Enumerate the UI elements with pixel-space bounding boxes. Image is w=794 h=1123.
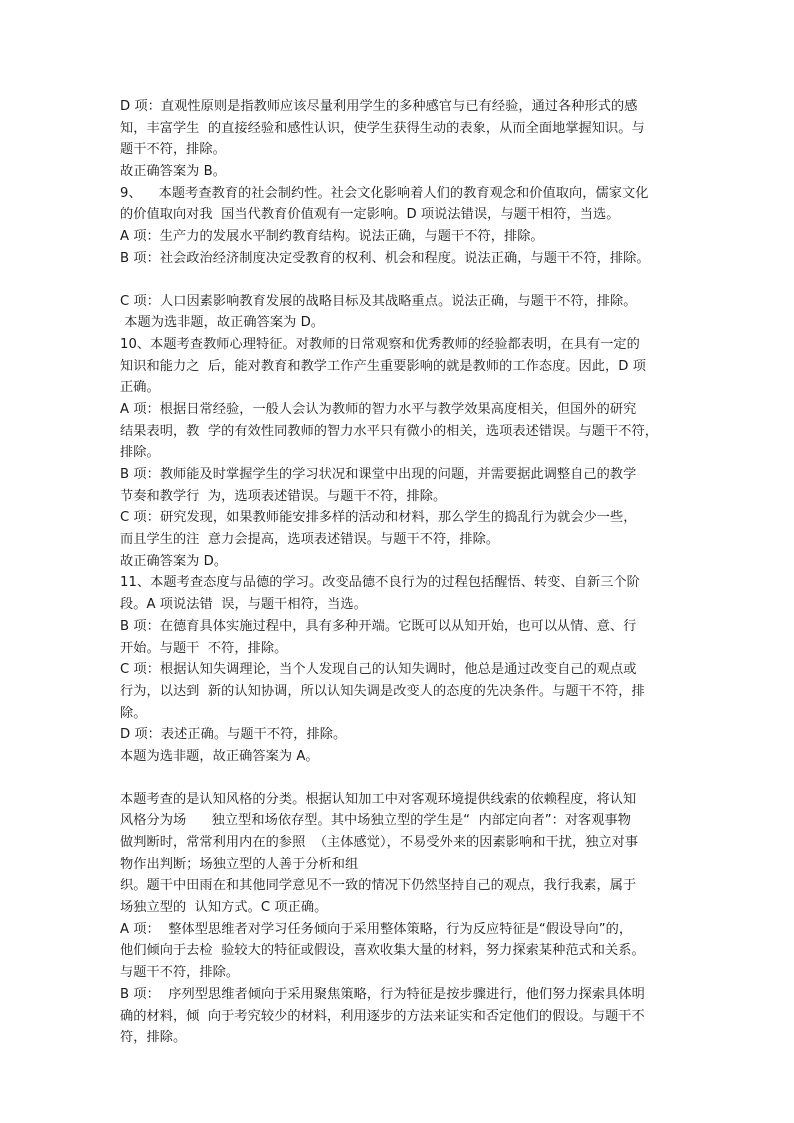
paragraph-q9-a xyxy=(120,226,685,248)
text-line: 段。A 项说法错 误，与题干相符，当选。 xyxy=(120,597,367,613)
paragraph-q12-a xyxy=(120,919,685,984)
paragraph-q10-a xyxy=(120,399,685,464)
text-line: 与题干不符，排除。 xyxy=(120,965,240,981)
text-line: 故正确答案为 B。 xyxy=(120,164,227,180)
paragraph-gap xyxy=(120,768,685,789)
text-line: B 项：在德育具体实施过程中，具有多种开端。它既可以从知开始，也可以从情、意、行 xyxy=(120,618,637,634)
text-line: 结果表明，教 学的有效性同教师的智力水平只有微小的相关，选项表述错误。与题干不符， xyxy=(120,423,658,439)
text-line: A 项：生产力的发展水平制约教育结构。说法正确，与题干不符，排除。 xyxy=(120,229,544,245)
text-line: A 项：根据日常经验，一般人会认为教师的智力水平与教学效果高度相关，但国外的研究 xyxy=(120,401,637,417)
text-line: 故正确答案为 D。 xyxy=(120,553,228,569)
paragraph-answer-8 xyxy=(120,161,685,183)
document-page xyxy=(120,96,685,1049)
text-line: 节奏和教学行 为，选项表述错误。与题干不符，排除。 xyxy=(120,488,447,504)
text-line: 本题考查的是认知风格的分类。根据认知加工中对客观环境提供线索的依赖程度，将认知 xyxy=(120,791,637,807)
text-line: 他们倾向于去检 验较大的特征或假设，喜欢收集大量的材料，努力探索某种范式和关系。 xyxy=(120,943,645,959)
text-line: 9、 本题考查教育的社会制约性。社会文化影响着人们的教育观念和价值取向，儒家文化 xyxy=(120,185,649,201)
paragraph-q10-intro xyxy=(120,334,685,399)
paragraph-q11-intro xyxy=(120,572,685,615)
text-line: B 项：社会政治经济制度决定受教育的权利、机会和程度。说法正确，与题干不符，排除。 xyxy=(120,250,650,266)
text-line: B 项： 序列型思维者倾向于采用聚焦策略，行为特征是按步骤进行，他们努力探索具体明 xyxy=(120,986,645,1002)
paragraph-answer-9 xyxy=(120,312,685,334)
paragraph-q12-b xyxy=(120,984,685,1049)
paragraph-gap xyxy=(120,270,685,291)
text-line: 物作出判断；场独立型的人善于分析和组 xyxy=(120,856,359,872)
text-line: 织。题干中田雨在和其他同学意见不一致的情况下仍然坚持自己的观点，我行我素，属于 xyxy=(120,878,637,894)
paragraph-q12-intro xyxy=(120,789,685,919)
paragraph-answer-10 xyxy=(120,551,685,573)
text-line: 的价值取向对我 国当代教育价值观有一定影响。D 项说法错误，与题干相符，当选。 xyxy=(120,207,620,223)
text-line: 开始。与题干 不符，排除。 xyxy=(120,640,288,656)
text-line: B 项：教师能及时掌握学生的学习状况和课堂中出现的问题，并需要据此调整自己的教学 xyxy=(120,467,637,482)
paragraph-q9-c xyxy=(120,291,685,313)
paragraph-q11-c xyxy=(120,659,685,724)
paragraph-q9-b xyxy=(120,248,685,270)
paragraph-q11-b xyxy=(120,616,685,659)
text-line: 知识和能力之 后，能对教育和教学工作产生重要影响的就是教师的工作态度。因此，D 项 xyxy=(120,358,646,374)
text-line: 行为，以达到 新的认知协调，所以认知失调是改变人的态度的先决条件。与题干不符，排 xyxy=(120,683,645,699)
paragraph-d-option-a xyxy=(120,96,685,161)
paragraph-q10-c xyxy=(120,507,685,550)
text-line: 10、本题考查教师心理特征。对教师的日常观察和优秀教师的经验都表明，在具有一定的 xyxy=(120,336,640,352)
text-line: D 项：表述正确。与题干不符，排除。 xyxy=(120,727,347,743)
text-line: A 项： 整体型思维者对学习任务倾向于采用整体策略，行为反应特征是“假设导向”的， xyxy=(120,921,633,937)
text-line: 符，排除。 xyxy=(120,1030,187,1046)
text-line: 确的材料，倾 向于考究较少的材料，利用逐步的方法来证实和否定他们的假设。与题干不 xyxy=(120,1008,645,1024)
text-line: 知，丰富学生 的直接经验和感性认识，使学生获得生动的表象，从而全面地掌握知识。与 xyxy=(120,120,645,136)
text-line: C 项：研究发现，如果教师能安排多样的活动和材料，那么学生的捣乱行为就会少一些， xyxy=(120,510,637,526)
text-line: 正确。 xyxy=(120,380,160,396)
paragraph-q10-b xyxy=(120,464,685,507)
text-line: 题干不符，排除。 xyxy=(120,142,226,158)
text-line: C 项：根据认知失调理论，当个人发现自己的认知失调时，他总是通过改变自己的观点或 xyxy=(120,662,637,678)
text-line: 排除。 xyxy=(120,445,160,461)
text-line: 做判断时，常常利用内在的参照 （主体感觉），不易受外来的因素影响和干扰，独立对事 xyxy=(120,835,639,850)
paragraph-q11-d xyxy=(120,724,685,746)
text-line: D 项：直观性原则是指教师应该尽量利用学生的多种感官与已有经验，通过各种形式的感 xyxy=(120,99,638,114)
text-line: 除。 xyxy=(120,705,147,721)
text-line: 场独立型的 认知方式。C 项正确。 xyxy=(120,900,328,916)
text-line: 风格分为场 独立型和场依存型。其中场独立型的学生是“ 内部定向者”：对客观事物 xyxy=(120,813,632,829)
text-line: 本题为选非题，故正确答案为 D。 xyxy=(120,315,325,331)
paragraph-q9-intro xyxy=(120,183,685,226)
text-line: 而且学生的注 意力会提高，选项表述错误。与题干不符，排除。 xyxy=(120,532,500,548)
text-line: C 项：人口因素影响教育发展的战略目标及其战略重点。说法正确，与题干不符，排除。 xyxy=(120,293,637,309)
paragraph-answer-11 xyxy=(120,746,685,768)
text-line: 本题为选非题，故正确答案为 A。 xyxy=(120,748,319,764)
text-line: 11、本题考查态度与品德的学习。改变品德不良行为的过程包括醒悟、转变、自新三个阶 xyxy=(120,575,640,591)
